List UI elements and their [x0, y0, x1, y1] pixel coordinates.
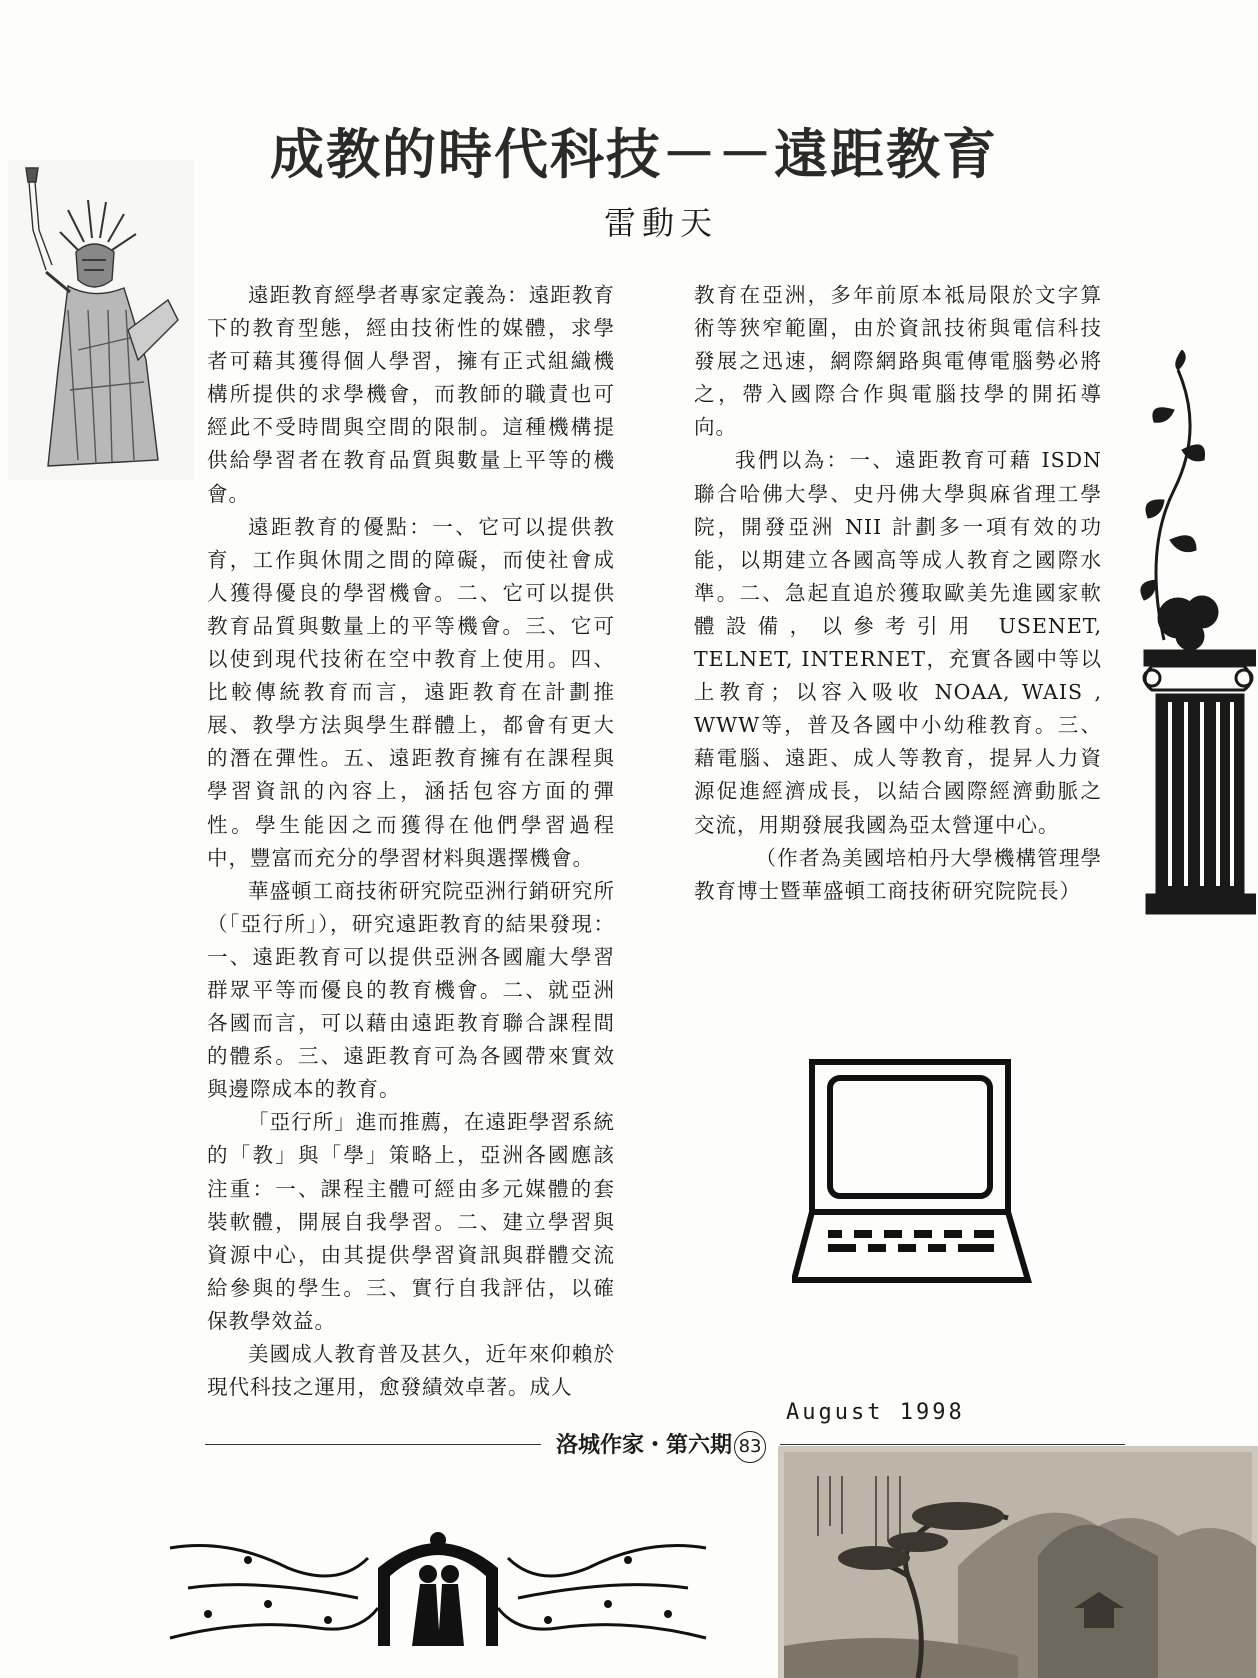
statue-of-liberty-icon [8, 160, 194, 480]
paragraph-recommendation: 「亞行所」進而推薦，在遠距學習系統的「教」與「學」策略上，亞洲各國應該注重：一、課程主體可經由多元媒體的套裝軟體，開展自我學習。二、建立學習與資源中心，由其提供學習資訊與群體交流給參與的學生。三、實行自我評估，以確保教學效益。 [207, 1110, 615, 1333]
paragraph-continuation: 教育在亞洲，多年前原本祗局限於文字算術等狹窄範圍，由於資訊技術與電信科技發展之迅速，網際網路與電傳電腦勢必將之，帶入國際合作與電腦技學的開拓導向。 [694, 283, 1102, 440]
paragraph-proposal: 我們以為：一、遠距教育可藉 ISDN 聯合哈佛大學、史丹佛大學與麻省理工學院，開發亞洲 NII 計劃多一項有效的功能，以期建立各國高等成人教育之國際水準。二、急起直追於獲取歐美先進國家軟體設備，以參考引用 USENET, TELNET, INTERNET，充實各國中等以上教育；以容入吸收 NOAA, WAIS , WWW等，普及各國中小幼稚教育。三、藉電腦、遠距、成人等教育，提昇人力資源促進經濟成長，以結合國際經濟動脈之交流，用期發展我國為亞太營運中心。 [694, 448, 1102, 837]
couple-silhouette-icon [168, 1528, 708, 1646]
right-column [694, 279, 1102, 908]
paragraph-definition: 遠距教育經學者專家定義為：遠距教育下的教育型態，經由技術性的媒體，求學者可藉其獲得個人學習，擁有正式組織機構所提供的求學機會，而教師的職責也可經此不受時間與空間的限制。這種機構提供給學習者在教育品質與數量上平等的機會。 [207, 283, 615, 506]
publication-name: 洛城作家・第六期 [556, 1433, 733, 1458]
page-footer [556, 1428, 766, 1462]
computer-icon [792, 1058, 1032, 1284]
footer-rule-right [780, 1444, 1125, 1445]
article-author: 雷動天 [604, 204, 719, 242]
footer-rule-left [205, 1444, 541, 1445]
paragraph-us-education: 美國成人教育普及甚久，近年來仰賴於現代科技之運用，愈發績效卓著。成人 [207, 1342, 615, 1400]
vine-column-icon [1134, 350, 1256, 950]
date-stamp: August 1998 [786, 1400, 965, 1425]
paragraph-advantages: 遠距教育的優點：一、它可以提供教育，工作與休閒之間的障礙，而使社會成人獲得優良的學習機會。二、它可以提供教育品質與數量上的平等機會。三、它可以使到現代技術在空中教育上使用。四、比較傳統教育而言，遠距教育在計劃推展、教學方法與學生群體上，都會有更大的潛在彈性。五、遠距教育擁有在課程與學習資訊的內容上，涵括包容方面的彈性。學生能因之而獲得在他們學習過程中，豐富而充分的學習材料與選擇機會。 [207, 514, 615, 870]
author-note: （作者為美國培柏丹大學機構管理學教育博士暨華盛頓工商技術研究院院長） [694, 845, 1102, 903]
article-title: 成教的時代科技－－遠距教育 [270, 123, 998, 186]
paragraph-research: 華盛頓工商技術研究院亞洲行銷研究所（「亞行所」），研究遠距教育的結果發現：一、遠距教育可以提供亞洲各國龐大學習群眾平等而優良的教育機會。二、就亞洲各國而言，可以藉由遠距教育聯合課程間的體系。三、遠距教育可為各國帶來實效與邊際成本的教育。 [207, 878, 615, 1102]
left-column [207, 279, 615, 1404]
landscape-painting-icon [778, 1446, 1258, 1678]
page-number: 83 [734, 1431, 766, 1463]
